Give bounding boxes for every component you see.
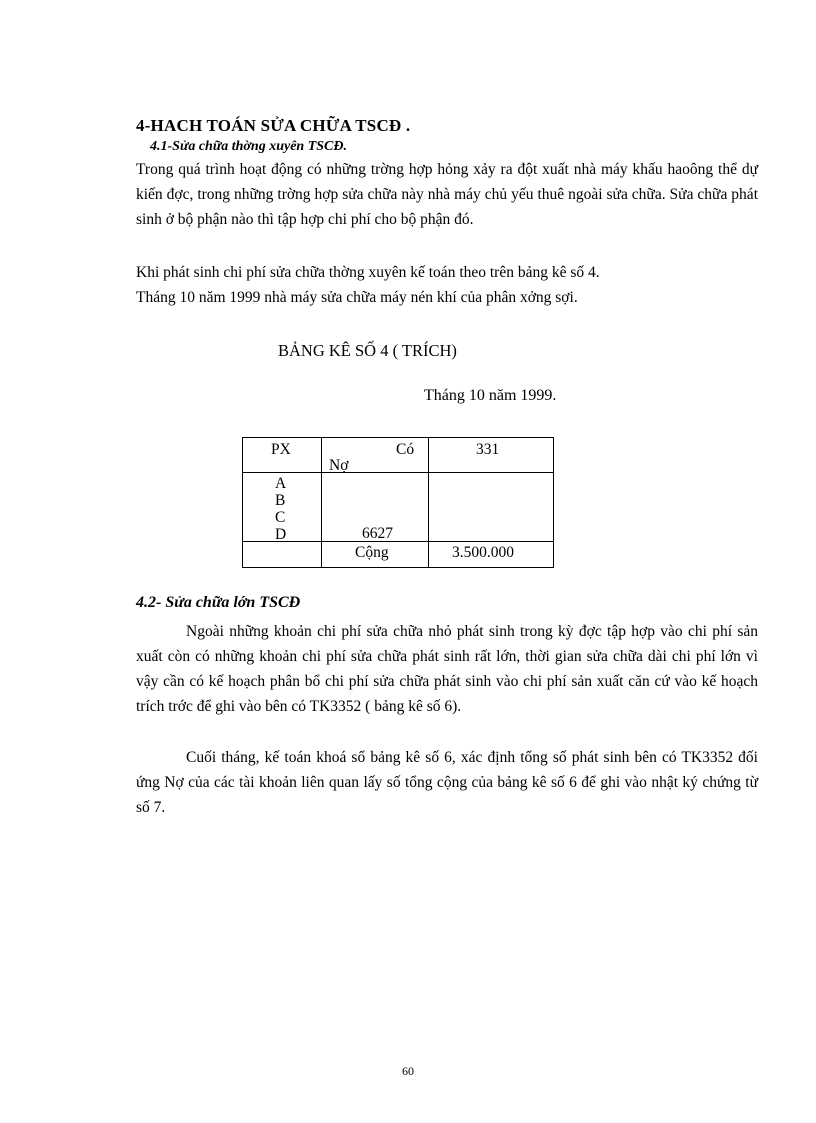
total-value: 3.500.000 — [452, 544, 514, 561]
row-label-d: D — [275, 526, 287, 543]
table-divider-col-2 — [428, 438, 429, 567]
row-label-b: B — [275, 492, 286, 509]
subsection-heading: 4.1-Sửa chữa thờng xuyên TSCĐ. — [150, 139, 347, 154]
table-divider-total — [243, 541, 553, 542]
page-number: 60 — [402, 1064, 414, 1078]
row-label-a: A — [275, 475, 287, 492]
paragraph-3: Cuối tháng, kế toán khoá sổ bảng kê số 6, xác định tổng số phát sinh bên có TK3352 đối ứng Nợ của các tài khoản liên quan lấy số tổng cộng của bảng kê số 6 để ghi vào nhật ký chứng từ số 7. — [136, 749, 758, 816]
header-co: Có — [396, 441, 415, 458]
header-331: 331 — [476, 441, 500, 458]
account-number: 6627 — [362, 525, 393, 542]
ledger-table — [242, 437, 554, 568]
section-heading: 4-HACH TOÁN SỬA CHỮA TSCĐ . — [136, 116, 411, 135]
table-divider-col-1 — [321, 438, 322, 567]
paragraph-line-1: Khi phát sinh chi phí sửa chữa thờng xuyên kế toán theo trên bảng kê số 4. — [136, 264, 600, 281]
section-2-heading: 4.2- Sửa chữa lớn TSCĐ — [136, 594, 301, 611]
total-label: Cộng — [355, 544, 389, 561]
row-label-c: C — [275, 509, 286, 526]
header-px: PX — [271, 441, 291, 458]
header-no: Nợ — [329, 457, 349, 474]
table-divider-header — [243, 472, 553, 473]
paragraph-2: Ngoài những khoản chi phí sửa chữa nhỏ phát sinh trong kỳ đợc tập hợp vào chi phí sản xuất còn có những khoản chi phí sửa chữa phát sinh rất lớn, thời gian sửa chữa dài chi phí lớn vì vậy cần có kế hoạch phân bổ chi phí sửa chữa phát sinh vào chi phí sản xuất căn cứ vào kế hoạch trích trớc để ghi vào bên có TK3352 ( bảng kê số 6). — [136, 623, 758, 715]
paragraph-1: Trong quá trình hoạt động có những trờng hợp hỏng xảy ra đột xuất nhà máy khấu haoông thể dự kiến đợc, trong những trờng hợp sửa chữa này nhà máy chủ yếu thuê ngoài sửa chữa. Sửa chữa phát sinh ở bộ phận nào thì tập hợp chi phí cho bộ phận đó. — [136, 161, 758, 228]
paragraph-line-2: Tháng 10 năm 1999 nhà máy sửa chữa máy nén khí của phân xởng sợi. — [136, 289, 578, 306]
table-date: Tháng 10 năm 1999. — [424, 387, 557, 404]
table-title: BẢNG KÊ SỐ 4 ( TRÍCH) — [278, 341, 457, 360]
